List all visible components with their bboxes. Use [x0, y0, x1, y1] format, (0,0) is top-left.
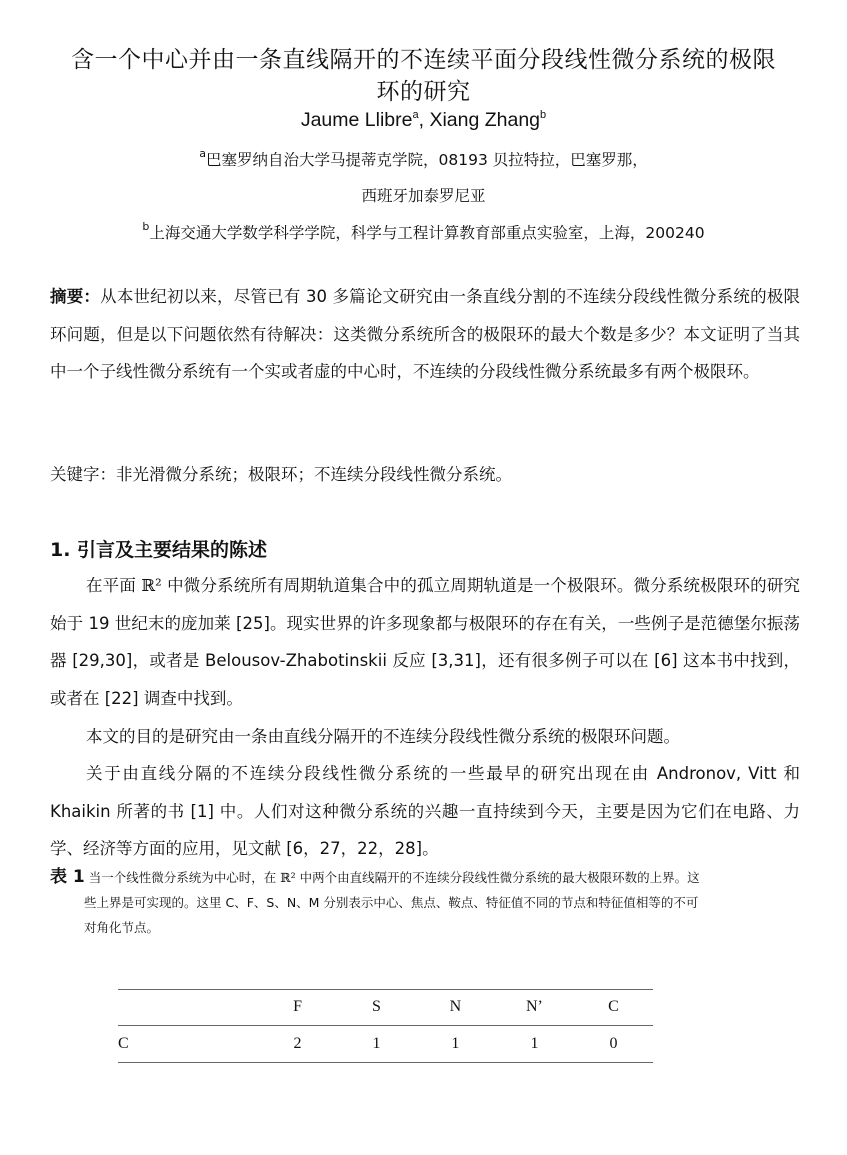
caption-text: 当一个线性微分系统为中心时，在	[88, 870, 281, 885]
intro-paragraph-2: 本文的目的是研究由一条由直线分隔开的不连续分段线性微分系统的极限环问题。	[86, 727, 680, 746]
table-label: 表 1	[50, 867, 85, 887]
title-line-2: 环的研究	[376, 79, 471, 105]
table-header-cell: C	[608, 998, 619, 1015]
real-plane-symbol: ℝ²	[141, 576, 162, 595]
table-header-cell: F	[293, 998, 302, 1015]
section-heading: 1. 引言及主要结果的陈述	[50, 539, 268, 561]
table-header-cell: N	[449, 998, 462, 1015]
keywords: 关键字：非光滑微分系统；极限环；不连续分段线性微分系统。	[50, 465, 512, 484]
table-cell: C	[118, 1035, 129, 1052]
author-affiliation-mark: b	[540, 109, 547, 121]
table-cell: 1	[530, 1035, 539, 1052]
affiliation-b	[0, 221, 847, 243]
abstract-text: 从本世纪初以来，尽管已有 30 多篇论文研究由一条直线分割的不连续分段线性微分系统的极限环问题，但是以下问题依然有待解决：这类微分系统所含的极限环的最大个数是多少？本文证明了当其中一个子线性微分系统有一个实或者虚的中心时，不连续的分段线性微分系统最多有两个极限环。	[50, 287, 800, 381]
author-separator: ,	[418, 109, 430, 131]
affiliation-a	[0, 148, 847, 170]
caption-line-3: 对角化节点。	[84, 920, 160, 935]
author-name: Jaume Llibre	[300, 109, 413, 131]
table-cell: 1	[451, 1035, 460, 1052]
paragraph-text: 在平面	[86, 576, 142, 595]
table-row	[118, 1026, 653, 1063]
table-header-cell: S	[372, 998, 381, 1015]
table-cell: 2	[293, 1035, 302, 1052]
title-line-1: 含一个中心并由一条直线隔开的不连续平面分段线性微分系统的极限	[71, 47, 776, 73]
intro-paragraph-1	[50, 567, 800, 717]
affiliation-text: 巴塞罗纳自治大学马提蒂克学院，08193 贝拉特拉，巴塞罗那，	[206, 151, 648, 169]
table-header-cell: N’	[525, 998, 543, 1015]
affiliation-mark: b	[142, 220, 150, 233]
table-caption	[50, 865, 790, 940]
caption-text: 中两个由直线隔开的不连续分段线性微分系统的最大极限环数的上界。这	[295, 870, 700, 885]
paper-title	[30, 44, 817, 108]
real-plane-symbol: ℝ²	[280, 870, 296, 885]
limit-cycle-table	[118, 989, 653, 1063]
author-list	[0, 109, 847, 132]
paragraph-text: 中微分系统所有周期轨道集合中的孤立周期轨道是一个极限环。微分系统极限环的研究始于 19 世纪末的庞加莱 [25]。现实世界的许多现象都与极限环的存在有关，一些例子是范德堡尔振荡器 [29,30]，或者是 Belousov-Zhabotinskii 反应 [3,31]，还有很多例子可以在 [6] 这本书中找到，或者在 [22] 调查中找到。	[50, 576, 801, 708]
affiliation-text: 上海交通大学数学科学学院，科学与工程计算教育部重点实验室，上海，200240	[149, 224, 705, 242]
intro-paragraph-3: 关于由直线分隔的不连续分段线性微分系统的一些最早的研究出现在由 Andronov, Vitt 和 Khaikin 所著的书 [1] 中。人们对这种微分系统的兴趣一直持续到今天，主要是因为它们在电路、力学、经济等方面的应用，见文献 [6，27，22，28]。	[50, 764, 800, 858]
table-header-cell	[118, 989, 258, 1026]
affiliation-mark: a	[199, 147, 206, 160]
abstract	[50, 278, 800, 391]
table-cell: 1	[372, 1035, 381, 1052]
author-affiliation-mark: a	[412, 109, 419, 121]
author-name: Xiang Zhang	[429, 109, 541, 131]
table-header-row	[118, 989, 653, 1026]
caption-line-2: 些上界是可实现的。这里 C、F、S、N、M 分别表示中心、焦点、鞍点、特征值不同的节点和特征值相等的不可	[84, 895, 699, 910]
table-cell: 0	[609, 1035, 618, 1052]
abstract-label: 摘要：	[50, 287, 101, 306]
affiliation-a-line2: 西班牙加泰罗尼亚	[361, 187, 486, 205]
